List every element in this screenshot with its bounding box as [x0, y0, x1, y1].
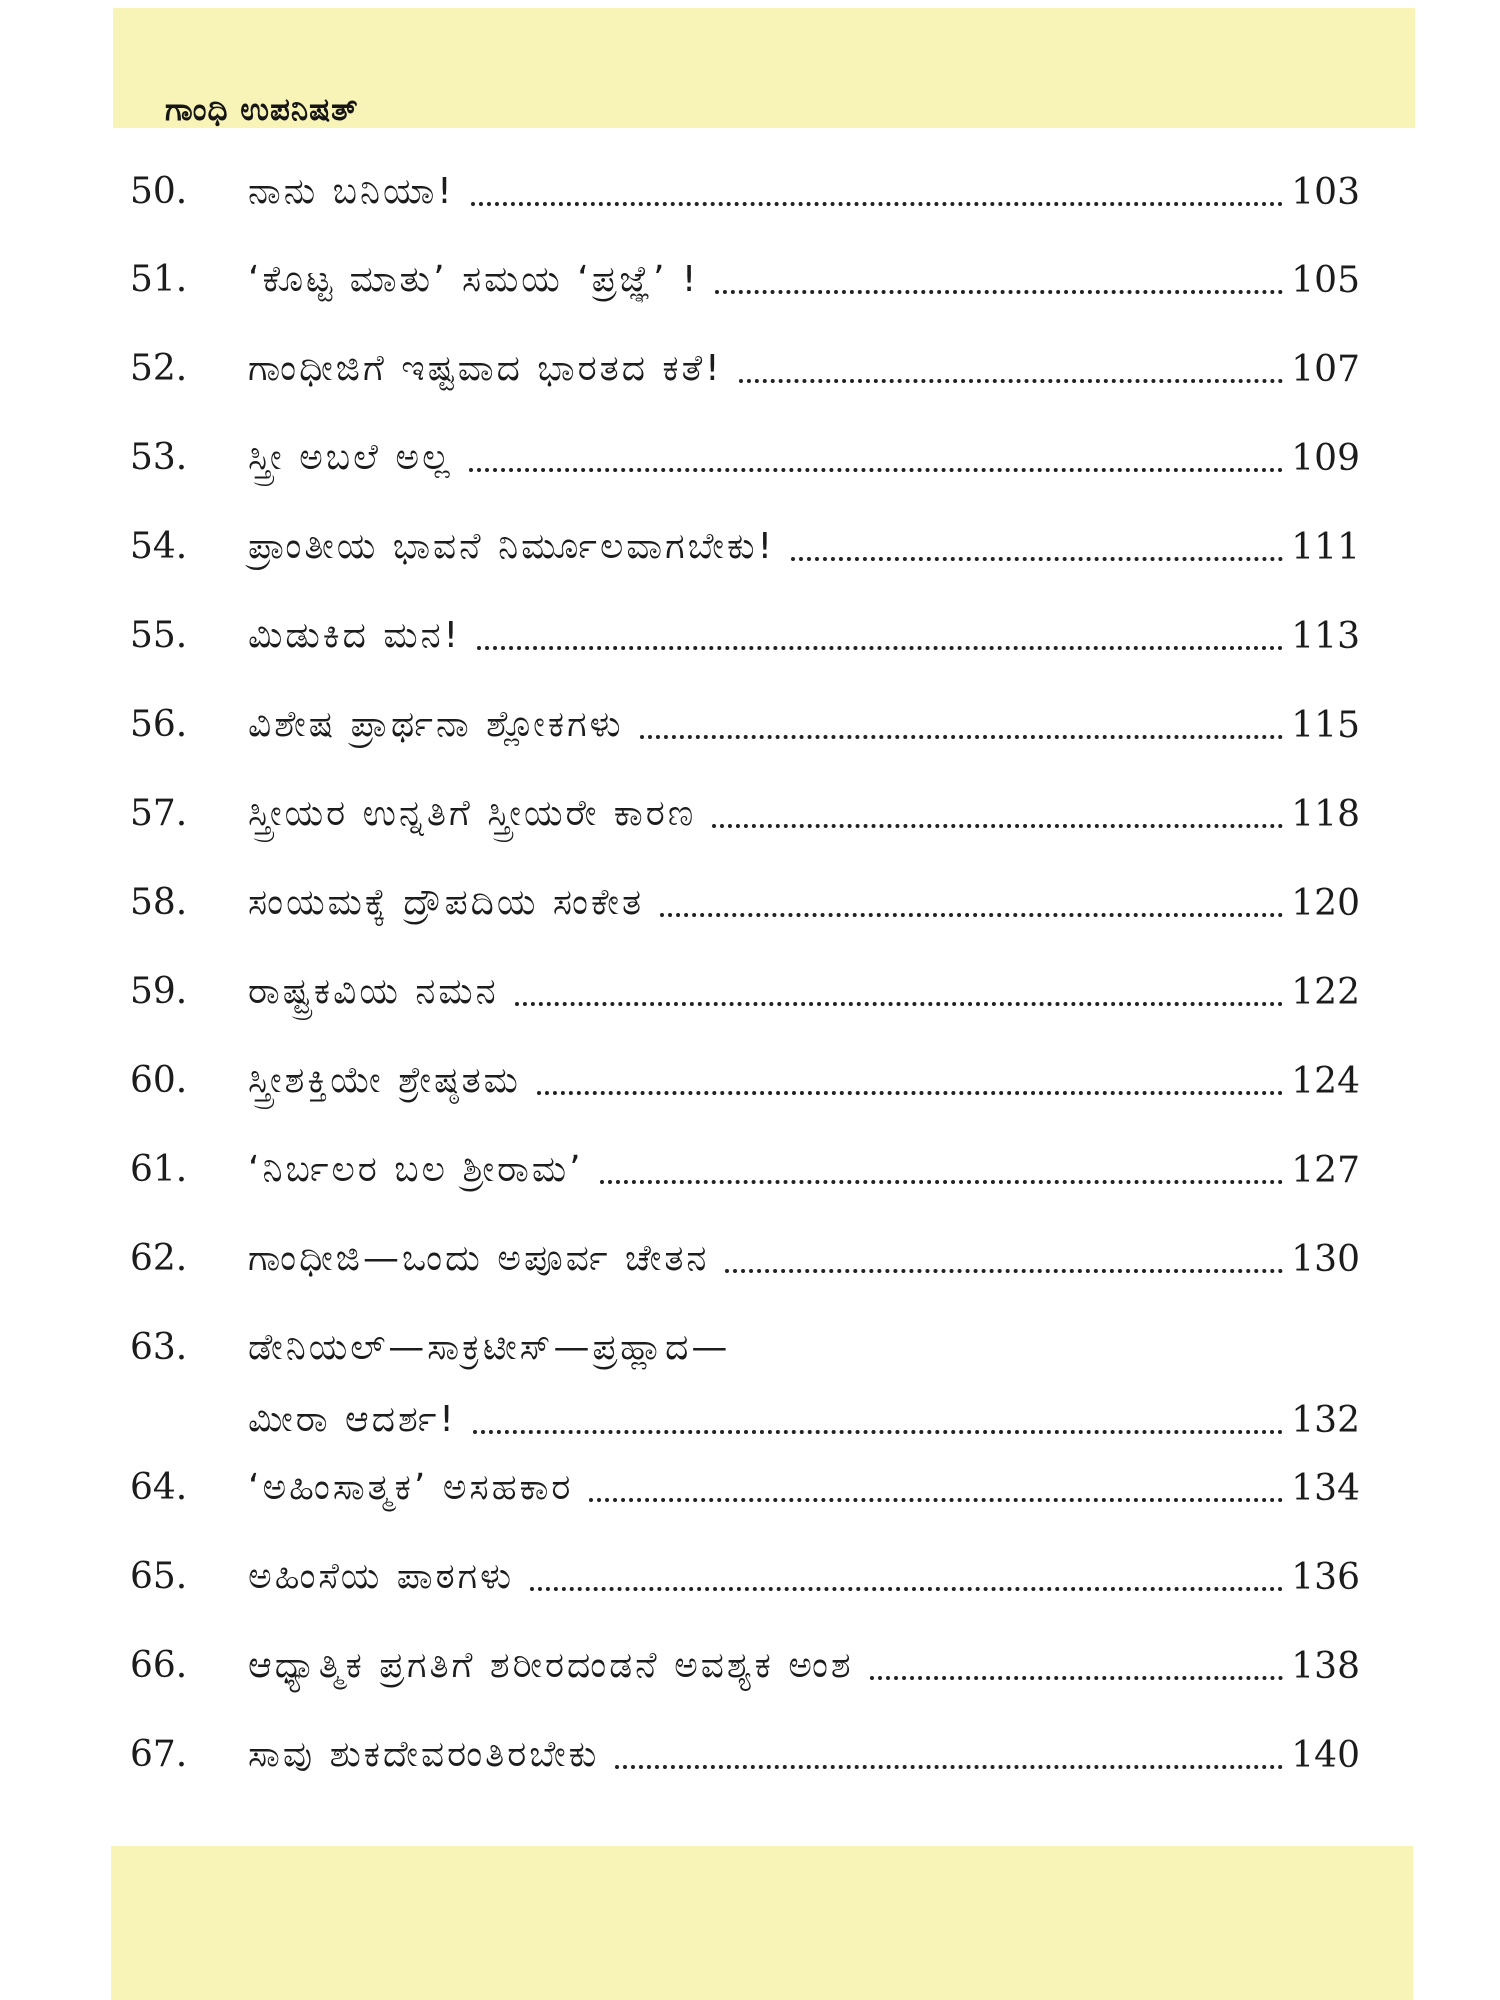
- entry-number: 66.: [130, 1645, 188, 1686]
- dot-leader: [537, 1091, 1283, 1095]
- entry-title: ಸ್ತ್ರೀಯರ ಉನ್ನತಿಗೆ ಸ್ತ್ರೀಯರೇ ಕಾರಣ: [248, 793, 697, 834]
- entry-title: ರಾಷ್ಟ್ರಕವಿಯ ನಮನ: [248, 971, 499, 1012]
- entry-page: 107: [1291, 348, 1360, 390]
- dot-leader: [469, 468, 1284, 472]
- entry-number: 62.: [130, 1238, 188, 1279]
- toc-entry: [130, 1229, 1360, 1289]
- entry-page: 118: [1291, 793, 1360, 835]
- entry-title: ನಾನು ಬನಿಯಾ!: [248, 171, 455, 212]
- entry-page: 134: [1291, 1467, 1360, 1509]
- entry-page: 140: [1291, 1734, 1360, 1776]
- dot-leader: [530, 1587, 1283, 1591]
- entry-page: 120: [1291, 882, 1360, 924]
- entry-title: ಸಂಯಮಕ್ಕೆ ದ್ರೌಪದಿಯ ಸಂಕೇತ: [248, 882, 645, 923]
- toc-entry: [130, 606, 1360, 666]
- entry-page: 115: [1291, 704, 1360, 746]
- entry-number: 55.: [130, 615, 188, 656]
- entry-title: ‘ಅಹಿಂಸಾತ್ಮಕ’ ಅಸಹಕಾರ: [248, 1467, 574, 1508]
- toc-entry: [130, 1458, 1360, 1518]
- toc-entry: [130, 695, 1360, 755]
- dot-leader: [477, 646, 1283, 650]
- entry-title: ‘ನಿರ್ಬಲರ ಬಲ ಶ್ರೀರಾಮ’: [248, 1149, 584, 1190]
- toc-entry: [130, 1725, 1360, 1785]
- dot-leader: [471, 202, 1284, 206]
- entry-title: ಗಾಂಧೀಜಿಗೆ ಇಷ್ಟವಾದ ಭಾರತದ ಕತೆ!: [248, 348, 723, 389]
- entry-page: 113: [1291, 615, 1360, 657]
- entry-number: 65.: [130, 1556, 188, 1597]
- entry-number: 53.: [130, 437, 188, 478]
- entry-title: ಗಾಂಧೀಜಿ—ಒಂದು ಅಪೂರ್ವ ಚೇತನ: [248, 1238, 710, 1279]
- dot-leader: [715, 290, 1283, 294]
- toc-entry: [130, 250, 1360, 310]
- entry-number: 63.: [130, 1327, 188, 1368]
- toc-entry: [130, 962, 1360, 1022]
- entry-title: ಮೀರಾ ಆದರ್ಶ!: [248, 1399, 457, 1440]
- entry-page: 122: [1291, 971, 1360, 1013]
- dot-leader: [589, 1498, 1283, 1502]
- entry-page: 111: [1291, 526, 1360, 568]
- entry-number: 59.: [130, 971, 188, 1012]
- toc-entry: [130, 428, 1360, 488]
- entry-number: 61.: [130, 1149, 188, 1190]
- toc-entry: [130, 1318, 1360, 1458]
- dot-leader: [640, 735, 1284, 739]
- entry-title: ಮಿಡುಕಿದ ಮನ!: [248, 615, 462, 656]
- toc-entry: [130, 784, 1360, 844]
- toc-entry: [130, 162, 1360, 222]
- entry-title: ಆಧ್ಯಾತ್ಮಿಕ ಪ್ರಗತಿಗೆ ಶರೀರದಂಡನೆ ಅವಶ್ಯಕ ಅಂಶ: [248, 1645, 854, 1686]
- toc-entry: [130, 1051, 1360, 1111]
- entry-title-line1: ಡೇನಿಯಲ್—ಸಾಕ್ರಟೀಸ್—ಪ್ರಹ್ಲಾದ—: [248, 1327, 731, 1368]
- dot-leader: [791, 557, 1283, 561]
- entry-title: ಸಾವು ಶುಕದೇವರಂತಿರಬೇಕು: [248, 1734, 600, 1775]
- entry-page: 130: [1291, 1238, 1360, 1280]
- entry-page: 105: [1291, 259, 1360, 301]
- entry-title: ಪ್ರಾಂತೀಯ ಭಾವನೆ ನಿರ್ಮೂಲವಾಗಬೇಕು!: [248, 526, 776, 567]
- entry-page: 124: [1291, 1060, 1360, 1102]
- dot-leader: [473, 1430, 1283, 1434]
- dot-leader: [600, 1180, 1284, 1184]
- dot-leader: [870, 1676, 1284, 1680]
- dot-leader: [739, 379, 1284, 383]
- dot-leader: [615, 1765, 1283, 1769]
- toc-entry: [130, 1547, 1360, 1607]
- toc-entry: [130, 517, 1360, 577]
- toc-entry: [130, 1140, 1360, 1200]
- dot-leader: [712, 824, 1283, 828]
- footer-band: [111, 1846, 1413, 2000]
- entry-number: 52.: [130, 348, 188, 389]
- entry-number: 54.: [130, 526, 188, 567]
- entry-number: 64.: [130, 1467, 188, 1508]
- entry-number: 50.: [130, 171, 188, 212]
- dot-leader: [660, 913, 1283, 917]
- entry-number: 56.: [130, 704, 188, 745]
- dot-leader: [515, 1002, 1284, 1006]
- toc-entry: [130, 339, 1360, 399]
- entry-number: 57.: [130, 793, 188, 834]
- entry-number: 67.: [130, 1734, 188, 1775]
- entry-page: 136: [1291, 1556, 1360, 1598]
- running-head: ಗಾಂಧಿ ಉಪನಿಷತ್: [165, 92, 359, 128]
- entry-title: ಅಹಿಂಸೆಯ ಪಾಠಗಳು: [248, 1556, 515, 1597]
- entry-title: ‘ಕೊಟ್ಟ ಮಾತು’ ಸಮಯ ‘ಪ್ರಜ್ಞೆ’ !: [248, 259, 700, 300]
- entry-number: 51.: [130, 259, 188, 300]
- entry-page: 109: [1291, 437, 1360, 479]
- entry-page: 132: [1291, 1399, 1360, 1441]
- entry-title: ಸ್ತ್ರೀ ಅಬಲೆ ಅಲ್ಲ: [248, 437, 453, 478]
- entry-number: 58.: [130, 882, 188, 923]
- entry-page: 103: [1291, 171, 1360, 213]
- entry-number: 60.: [130, 1060, 188, 1101]
- entry-page: 138: [1291, 1645, 1360, 1687]
- entry-page: 127: [1291, 1149, 1360, 1191]
- toc-entry: [130, 1636, 1360, 1696]
- entry-title: ಸ್ತ್ರೀಶಕ್ತಿಯೇ ಶ್ರೇಷ್ಠತಮ: [248, 1060, 521, 1101]
- entry-title: ವಿಶೇಷ ಪ್ರಾರ್ಥನಾ ಶ್ಲೋಕಗಳು: [248, 704, 624, 745]
- dot-leader: [725, 1269, 1283, 1273]
- toc-entry: [130, 873, 1360, 933]
